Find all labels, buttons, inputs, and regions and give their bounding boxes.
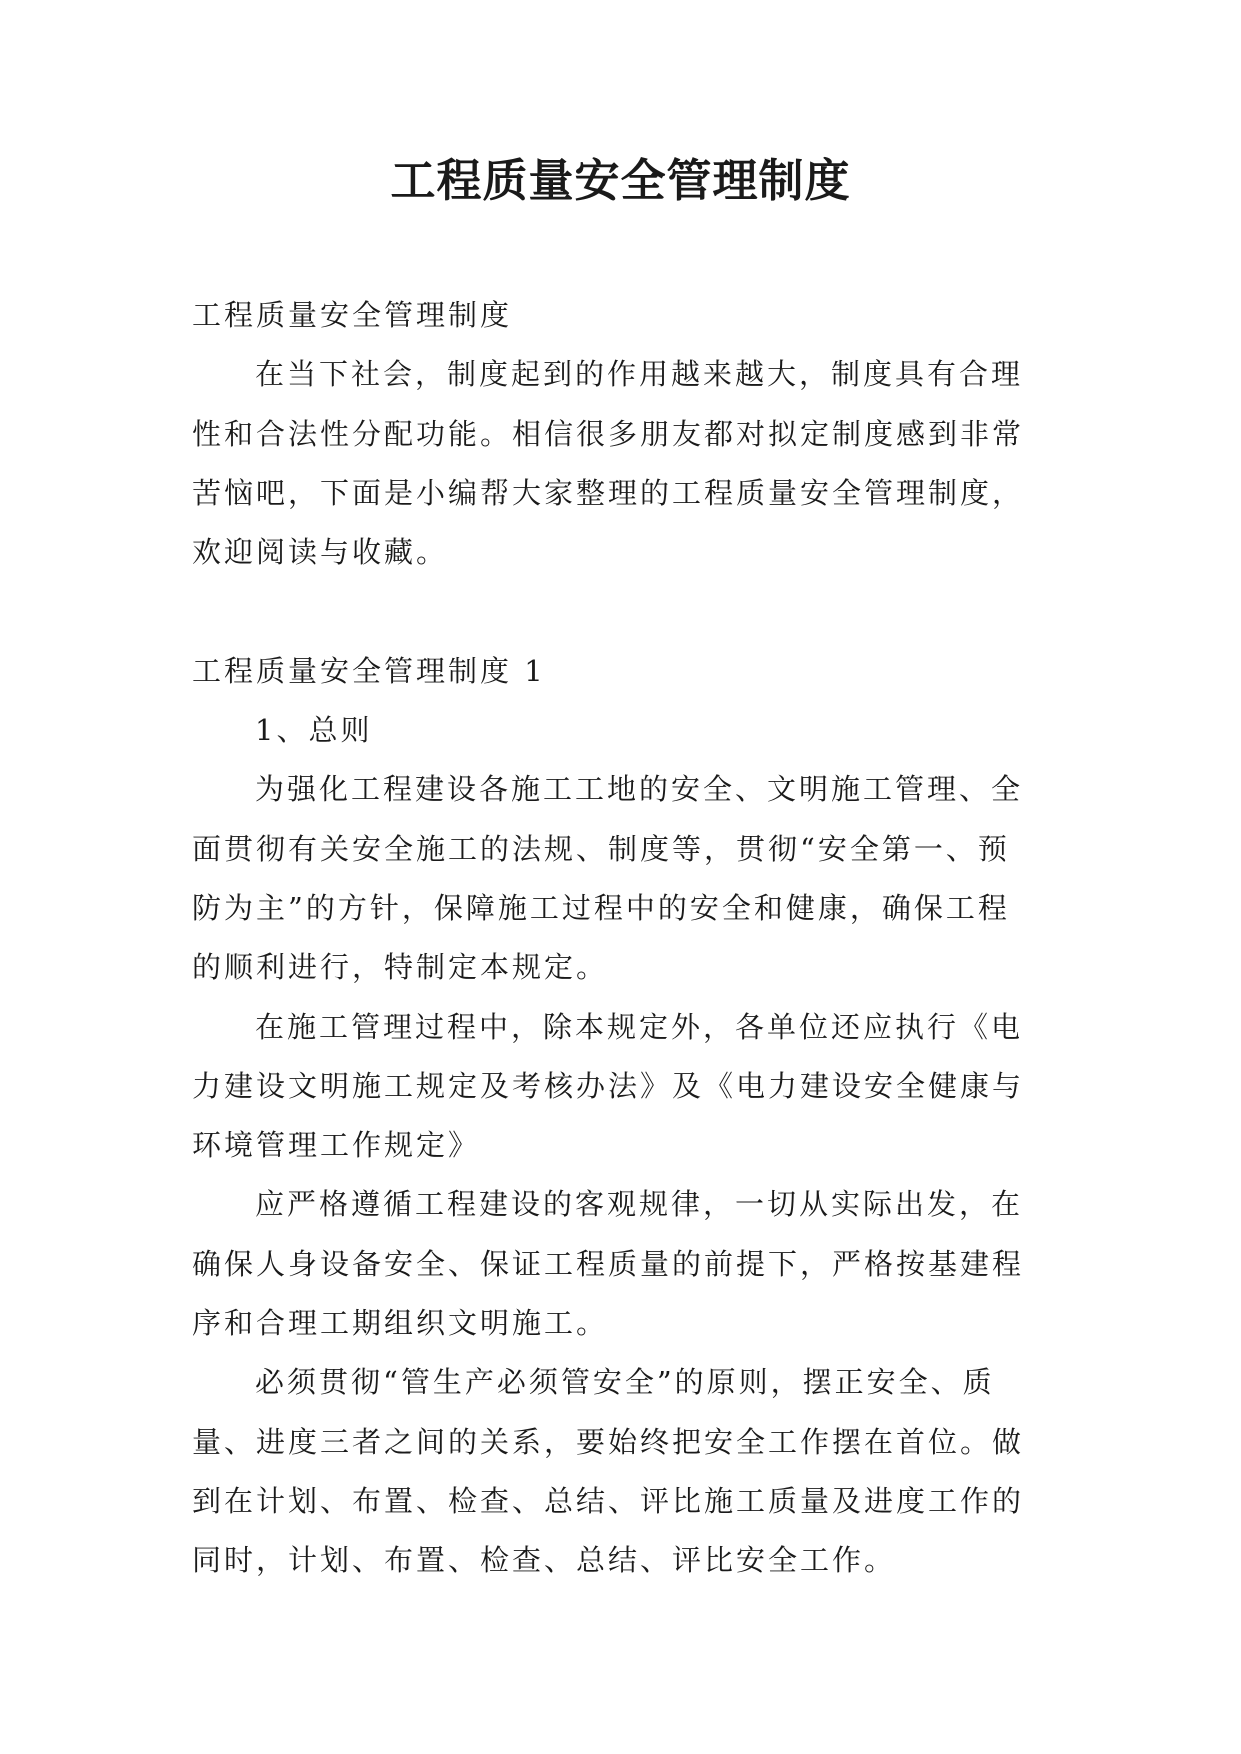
paragraph-line: 的顺利进行，特制定本规定。 [192,950,609,985]
blank-line [192,582,1065,641]
paragraph-line: 到在计划、布置、检查、总结、评比施工质量及进度工作的 [192,1483,1025,1518]
paragraph-line: 在施工管理过程中，除本规定外，各单位还应执行《电 [255,1009,1024,1044]
paragraph-line: 环境管理工作规定》 [192,1128,481,1163]
document-title: 工程质量安全管理制度 [390,154,851,207]
subsection-heading: 1、总则 [255,713,373,748]
paragraph-line: 应严格遵循工程建设的客观规律，一切从实际出发，在 [255,1187,1024,1222]
paragraph-line: 必须贯彻“管生产必须管安全”的原则，摆正安全、质 [255,1365,995,1400]
paragraph-line: 防为主”的方针，保障施工过程中的安全和健康，确保工程 [192,890,1010,925]
paragraph-line: 同时，计划、布置、检查、总结、评比安全工作。 [192,1543,897,1578]
document-body [192,286,1065,1591]
paragraph-line: 确保人身设备安全、保证工程质量的前提下，严格按基建程 [192,1246,1025,1281]
section-heading: 工程质量安全管理制度 1 [192,653,546,688]
paragraph-line: 欢迎阅读与收藏。 [192,535,449,570]
paragraph-line: 力建设文明施工规定及考核办法》及《电力建设安全健康与 [192,1068,1025,1103]
paragraph-line: 性和合法性分配功能。相信很多朋友都对拟定制度感到非常 [192,416,1025,451]
paragraph-line: 在当下社会，制度起到的作用越来越大，制度具有合理 [255,357,1024,392]
paragraph-line: 为强化工程建设各施工工地的安全、文明施工管理、全 [255,772,1024,807]
paragraph-line: 量、进度三者之间的关系，要始终把安全工作摆在首位。做 [192,1424,1025,1459]
paragraph-line: 苦恼吧，下面是小编帮大家整理的工程质量安全管理制度， [192,475,1025,510]
paragraph-line: 序和合理工期组织文明施工。 [192,1306,609,1341]
subtitle-line: 工程质量安全管理制度 [192,298,513,332]
paragraph-line: 面贯彻有关安全施工的法规、制度等，贯彻“安全第一、预 [192,831,1010,866]
